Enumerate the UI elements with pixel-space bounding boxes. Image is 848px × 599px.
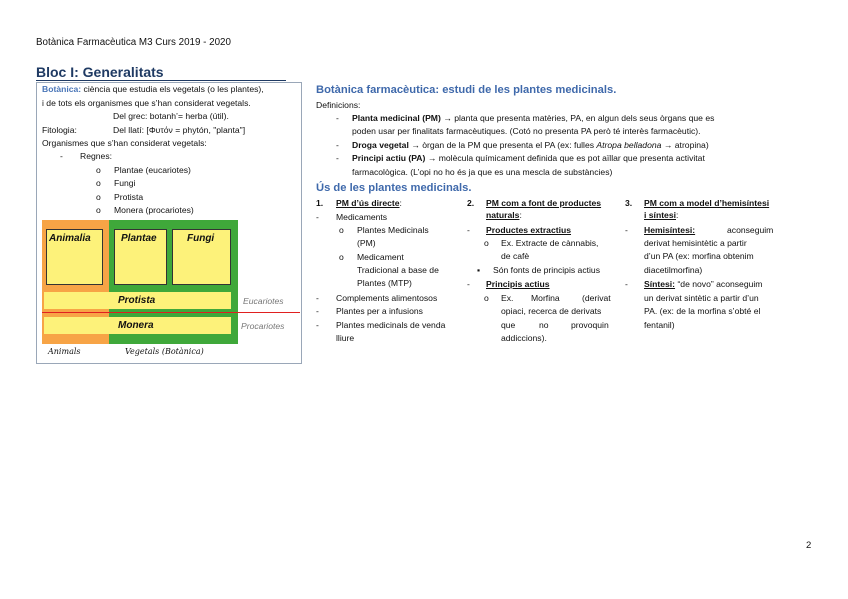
col2-title-text: naturals: [486, 210, 520, 220]
col3-hemi-l4: diacetilmorfina): [644, 265, 703, 275]
botanica-def: ciència que estudia els vegetals (o les plantes),: [81, 84, 264, 94]
col1-item: Plantes per a infusions: [336, 306, 423, 316]
col3-hemisintesi-term: Hemisíntesi:: [644, 225, 696, 235]
botanica-farmaceutica-title: Botànica farmacèutica: estudi de les plantes medicinals.: [316, 84, 617, 96]
fitologia-def: Del llatí: [Φυτόν = phytón, "planta"]: [113, 125, 246, 135]
def-text-cont: farmacològica. (L’opi no ho és ja que es una mescla de substàncies): [352, 167, 613, 177]
regnes-dash: -: [60, 151, 63, 161]
plantae-label: Plantae: [121, 233, 157, 244]
col2-bullet: o: [484, 238, 489, 248]
eukaryote-prokaryote-divider: [42, 312, 300, 313]
col3-num: 3.: [625, 198, 633, 208]
def-text: → atropina): [661, 140, 709, 150]
col2-ex2-l2: opiaci, recerca de derivats: [501, 306, 602, 316]
col1-title-text: PM d’ús directe: [336, 198, 400, 208]
def-droga-vegetal: [352, 139, 709, 152]
regne-bullet: o: [96, 165, 101, 175]
col3-sint-l4: fentanil): [644, 320, 675, 330]
botanica-def-2: i de tots els organismes que s’han considerat vegetals.: [42, 98, 251, 108]
col1-item: Plantes medicinals de venda: [336, 320, 446, 330]
fungi-label: Fungi: [187, 233, 215, 244]
animals-label: Animals: [48, 347, 81, 356]
col3-hemi-l3: d’un PA (ex: morfina obtenim: [644, 251, 754, 261]
page-number: 2: [806, 540, 812, 551]
col1-item-cont: lliure: [336, 333, 355, 343]
regne-item: Monera (procariotes): [114, 205, 194, 215]
col3-dash: -: [625, 225, 628, 235]
grec-line: Del grec: botanh’= herba (útil).: [113, 111, 229, 121]
def-planta-medicinal: [352, 112, 714, 125]
def-text: → planta que presenta matèries, PA, en algun dels seus òrgans que es: [440, 113, 715, 123]
def-dash: -: [336, 113, 339, 123]
col2-ex2-l3b: no: [539, 320, 549, 330]
def-dash: -: [336, 153, 339, 163]
col2-bullet: o: [484, 293, 489, 303]
col1-colon: :: [399, 198, 402, 208]
vegetals-label: Vegetals (Botànica): [125, 347, 204, 356]
col3-title-text: i síntesi: [644, 210, 676, 220]
def-term: Droga vegetal: [352, 140, 409, 150]
col2-ex2-l3c: provoquin: [571, 320, 609, 330]
col2-ex2-l1b: Morfina: [531, 293, 560, 303]
col2-ex1-l1: Ex. Extracte de cànnabis,: [501, 238, 599, 248]
col3-sint-l2: un derivat sintètic a partir d’un: [644, 293, 759, 303]
monera-label: Monera: [118, 320, 154, 331]
col1-dash: -: [316, 293, 319, 303]
bloc-title-rule: [36, 80, 286, 81]
col1-sub1-l1: Plantes Medicinals: [357, 225, 429, 235]
protista-label: Protista: [118, 295, 156, 306]
def-text-cont: poden usar per finalitats farmacèutiques. (Cotó no presenta PA però té interès farmacèutic).: [352, 126, 701, 136]
col1-dash: -: [316, 212, 319, 222]
col2-ex1-l2: de cafè: [501, 251, 530, 261]
regne-bullet: o: [96, 192, 101, 202]
col1-sub2-l2: Tradicional a base de: [357, 265, 439, 275]
col2-fonts: Són fonts de principis actius: [493, 265, 601, 275]
procariotes-label: Procariotes: [241, 321, 285, 331]
col2-title-l1: PM com a font de productes: [486, 198, 602, 208]
col2-square-bullet: ▪: [477, 265, 481, 275]
col3-hemi-l2: derivat hemisintètic a partir: [644, 238, 747, 248]
def-italic-species: Atropa belladona: [596, 140, 662, 150]
col3-sintesi-line: [644, 278, 762, 291]
col1-item: Complements alimentosos: [336, 293, 438, 303]
col3-title-l2: [644, 210, 678, 222]
col1-title: [336, 198, 402, 210]
col1-dash: -: [316, 320, 319, 330]
botanica-line: [42, 83, 264, 96]
col2-principis-actius: Principis actius: [486, 279, 550, 289]
col3-title-l1: PM com a model d’hemisíntesi: [644, 198, 770, 208]
col3-sintesi-term: Síntesi:: [644, 279, 676, 289]
regne-item: Protista: [114, 192, 144, 202]
col1-bullet: o: [339, 252, 344, 262]
col3-sint-l3: PA. (ex: de la morfina s’obté el: [644, 306, 761, 316]
col3-hemi-l1: aconseguim: [727, 225, 774, 235]
regnes-label: Regnes:: [80, 151, 113, 161]
def-principi-actiu: [352, 152, 705, 165]
fitologia-term: Fitologia:: [42, 125, 77, 135]
col2-ex2-l1a: Ex.: [501, 293, 514, 303]
regne-item: Plantae (eucariotes): [114, 165, 191, 175]
def-text: → molècula químicament definida que es pot aïllar que presenta activitat: [425, 153, 705, 163]
botanica-term: Botànica:: [42, 84, 82, 94]
regne-item: Fungi: [114, 178, 136, 188]
bloc-title: Bloc I: Generalitats: [36, 64, 164, 80]
col2-ex2-l4: addiccions).: [501, 333, 547, 343]
col2-title-l2: [486, 210, 522, 222]
col1-sub2-l3: Plantes (MTP): [357, 278, 412, 288]
def-text: → òrgan de la PM que presenta el PA (ex: fulles: [408, 140, 597, 150]
col1-num: 1.: [316, 198, 324, 208]
col2-ex2-l1c: (derivat: [582, 293, 611, 303]
col2-ex2-l3a: que: [501, 320, 516, 330]
col3-sint-l1: “de novo” aconseguim: [677, 279, 763, 289]
def-term: Principi actiu (PA): [352, 153, 426, 163]
col2-dash: -: [467, 279, 470, 289]
col2-colon: :: [519, 210, 522, 220]
col1-sub1-l2: (PM): [357, 238, 376, 248]
course-header: Botànica Farmacèutica M3 Curs 2019 - 2020: [36, 37, 231, 48]
animalia-label: Animalia: [49, 233, 91, 244]
regne-bullet: o: [96, 178, 101, 188]
col1-medicaments: Medicaments: [336, 212, 388, 222]
col2-productes-extractius: Productes extractius: [486, 225, 572, 235]
col2-dash: -: [467, 225, 470, 235]
eucariotes-label: Eucariotes: [243, 296, 284, 306]
organismes-line: Organismes que s’han considerat vegetals:: [42, 138, 207, 148]
col1-bullet: o: [339, 225, 344, 235]
def-dash: -: [336, 140, 339, 150]
definicions-label: Definicions:: [316, 100, 361, 110]
col3-colon: :: [676, 210, 679, 220]
regne-bullet: o: [96, 205, 101, 215]
def-term: Planta medicinal (PM): [352, 113, 441, 123]
col3-dash: -: [625, 279, 628, 289]
col2-num: 2.: [467, 198, 475, 208]
us-plantes-title: Ús de les plantes medicinals.: [316, 182, 472, 194]
col1-sub2-l1: Medicament: [357, 252, 404, 262]
col1-dash: -: [316, 306, 319, 316]
